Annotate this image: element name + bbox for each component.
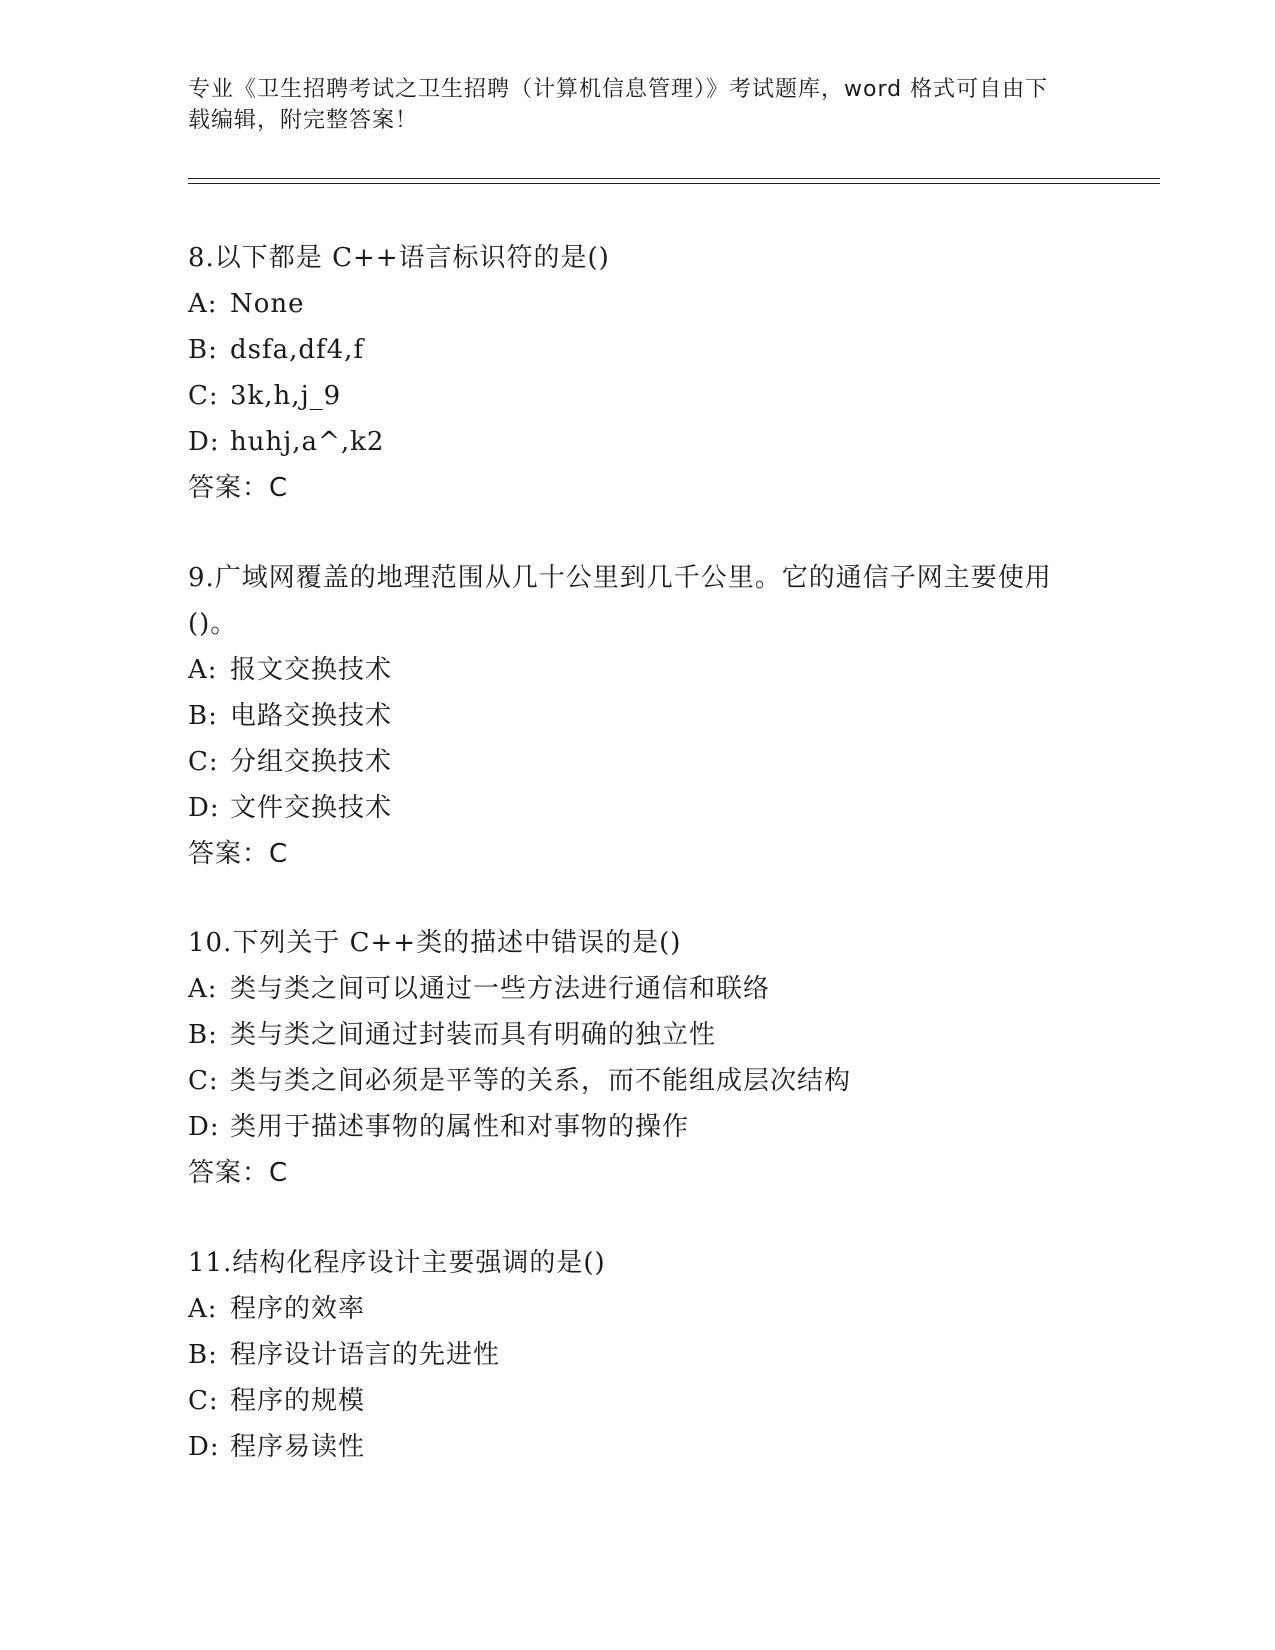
- option-c: [188, 1378, 1088, 1424]
- option-key: A:: [188, 1294, 218, 1324]
- option-key: D:: [188, 1112, 220, 1142]
- question-9: [188, 555, 1088, 877]
- option-key: C:: [188, 381, 219, 411]
- option-key: B:: [188, 335, 218, 365]
- option-key: B:: [188, 701, 218, 731]
- option-b: [188, 1012, 1088, 1058]
- option-b: [188, 693, 1088, 739]
- option-text: 程序的效率: [230, 1294, 366, 1324]
- option-key: D:: [188, 427, 220, 457]
- option-text: 报文交换技术: [230, 655, 393, 685]
- option-text: huhj,a^,k2: [230, 427, 385, 457]
- option-d: [188, 419, 1088, 465]
- answer-line: 答案：C: [188, 839, 289, 869]
- option-text: 文件交换技术: [230, 793, 393, 823]
- option-d: [188, 785, 1088, 831]
- option-text: dsfa,df4,f: [230, 335, 365, 365]
- option-text: 类与类之间必须是平等的关系，而不能组成层次结构: [230, 1066, 852, 1096]
- option-d: [188, 1424, 1088, 1470]
- option-key: A:: [188, 655, 218, 685]
- question-8: [188, 235, 1088, 511]
- option-text: 电路交换技术: [230, 701, 393, 731]
- question-10: [188, 920, 1088, 1196]
- option-key: D:: [188, 793, 220, 823]
- option-c: [188, 1058, 1088, 1104]
- header-divider-top: [188, 178, 1160, 179]
- option-text: 分组交换技术: [230, 747, 393, 777]
- question-stem: 10.下列关于 C++类的描述中错误的是(): [188, 928, 682, 958]
- option-text: 程序易读性: [230, 1432, 366, 1462]
- option-key: B:: [188, 1340, 218, 1370]
- option-a: [188, 281, 1088, 327]
- option-key: C:: [188, 1066, 219, 1096]
- option-b: [188, 327, 1088, 373]
- option-key: D:: [188, 1432, 220, 1462]
- option-key: B:: [188, 1020, 218, 1050]
- option-a: [188, 966, 1088, 1012]
- option-d: [188, 1104, 1088, 1150]
- question-11: [188, 1240, 1088, 1470]
- option-a: [188, 1286, 1088, 1332]
- option-key: A:: [188, 289, 218, 319]
- option-c: [188, 373, 1088, 419]
- option-text: 类用于描述事物的属性和对事物的操作: [230, 1112, 690, 1142]
- answer-line: 答案：C: [188, 473, 289, 503]
- option-a: [188, 647, 1088, 693]
- option-text: 程序的规模: [230, 1386, 366, 1416]
- header-divider-bottom: [188, 183, 1160, 184]
- document-header: 专业《卫生招聘考试之卫生招聘（计算机信息管理）》考试题库，word 格式可自由下载编辑，附完整答案！: [188, 77, 1049, 133]
- answer-line: 答案：C: [188, 1158, 289, 1188]
- option-text: 类与类之间通过封装而具有明确的独立性: [230, 1020, 717, 1050]
- option-key: C:: [188, 1386, 219, 1416]
- option-text: 程序设计语言的先进性: [230, 1340, 501, 1370]
- option-text: None: [230, 289, 305, 319]
- option-text: 类与类之间可以通过一些方法进行通信和联络: [230, 974, 771, 1004]
- option-key: A:: [188, 974, 218, 1004]
- option-c: [188, 739, 1088, 785]
- option-text: 3k,h,j_9: [230, 381, 342, 411]
- question-stem: 11.结构化程序设计主要强调的是(): [188, 1248, 606, 1278]
- option-b: [188, 1332, 1088, 1378]
- question-stem: 9.广域网覆盖的地理范围从几十公里到几千公里。它的通信子网主要使用()。: [188, 563, 1052, 639]
- option-key: C:: [188, 747, 219, 777]
- question-stem: 8.以下都是 C++语言标识符的是(): [188, 243, 610, 273]
